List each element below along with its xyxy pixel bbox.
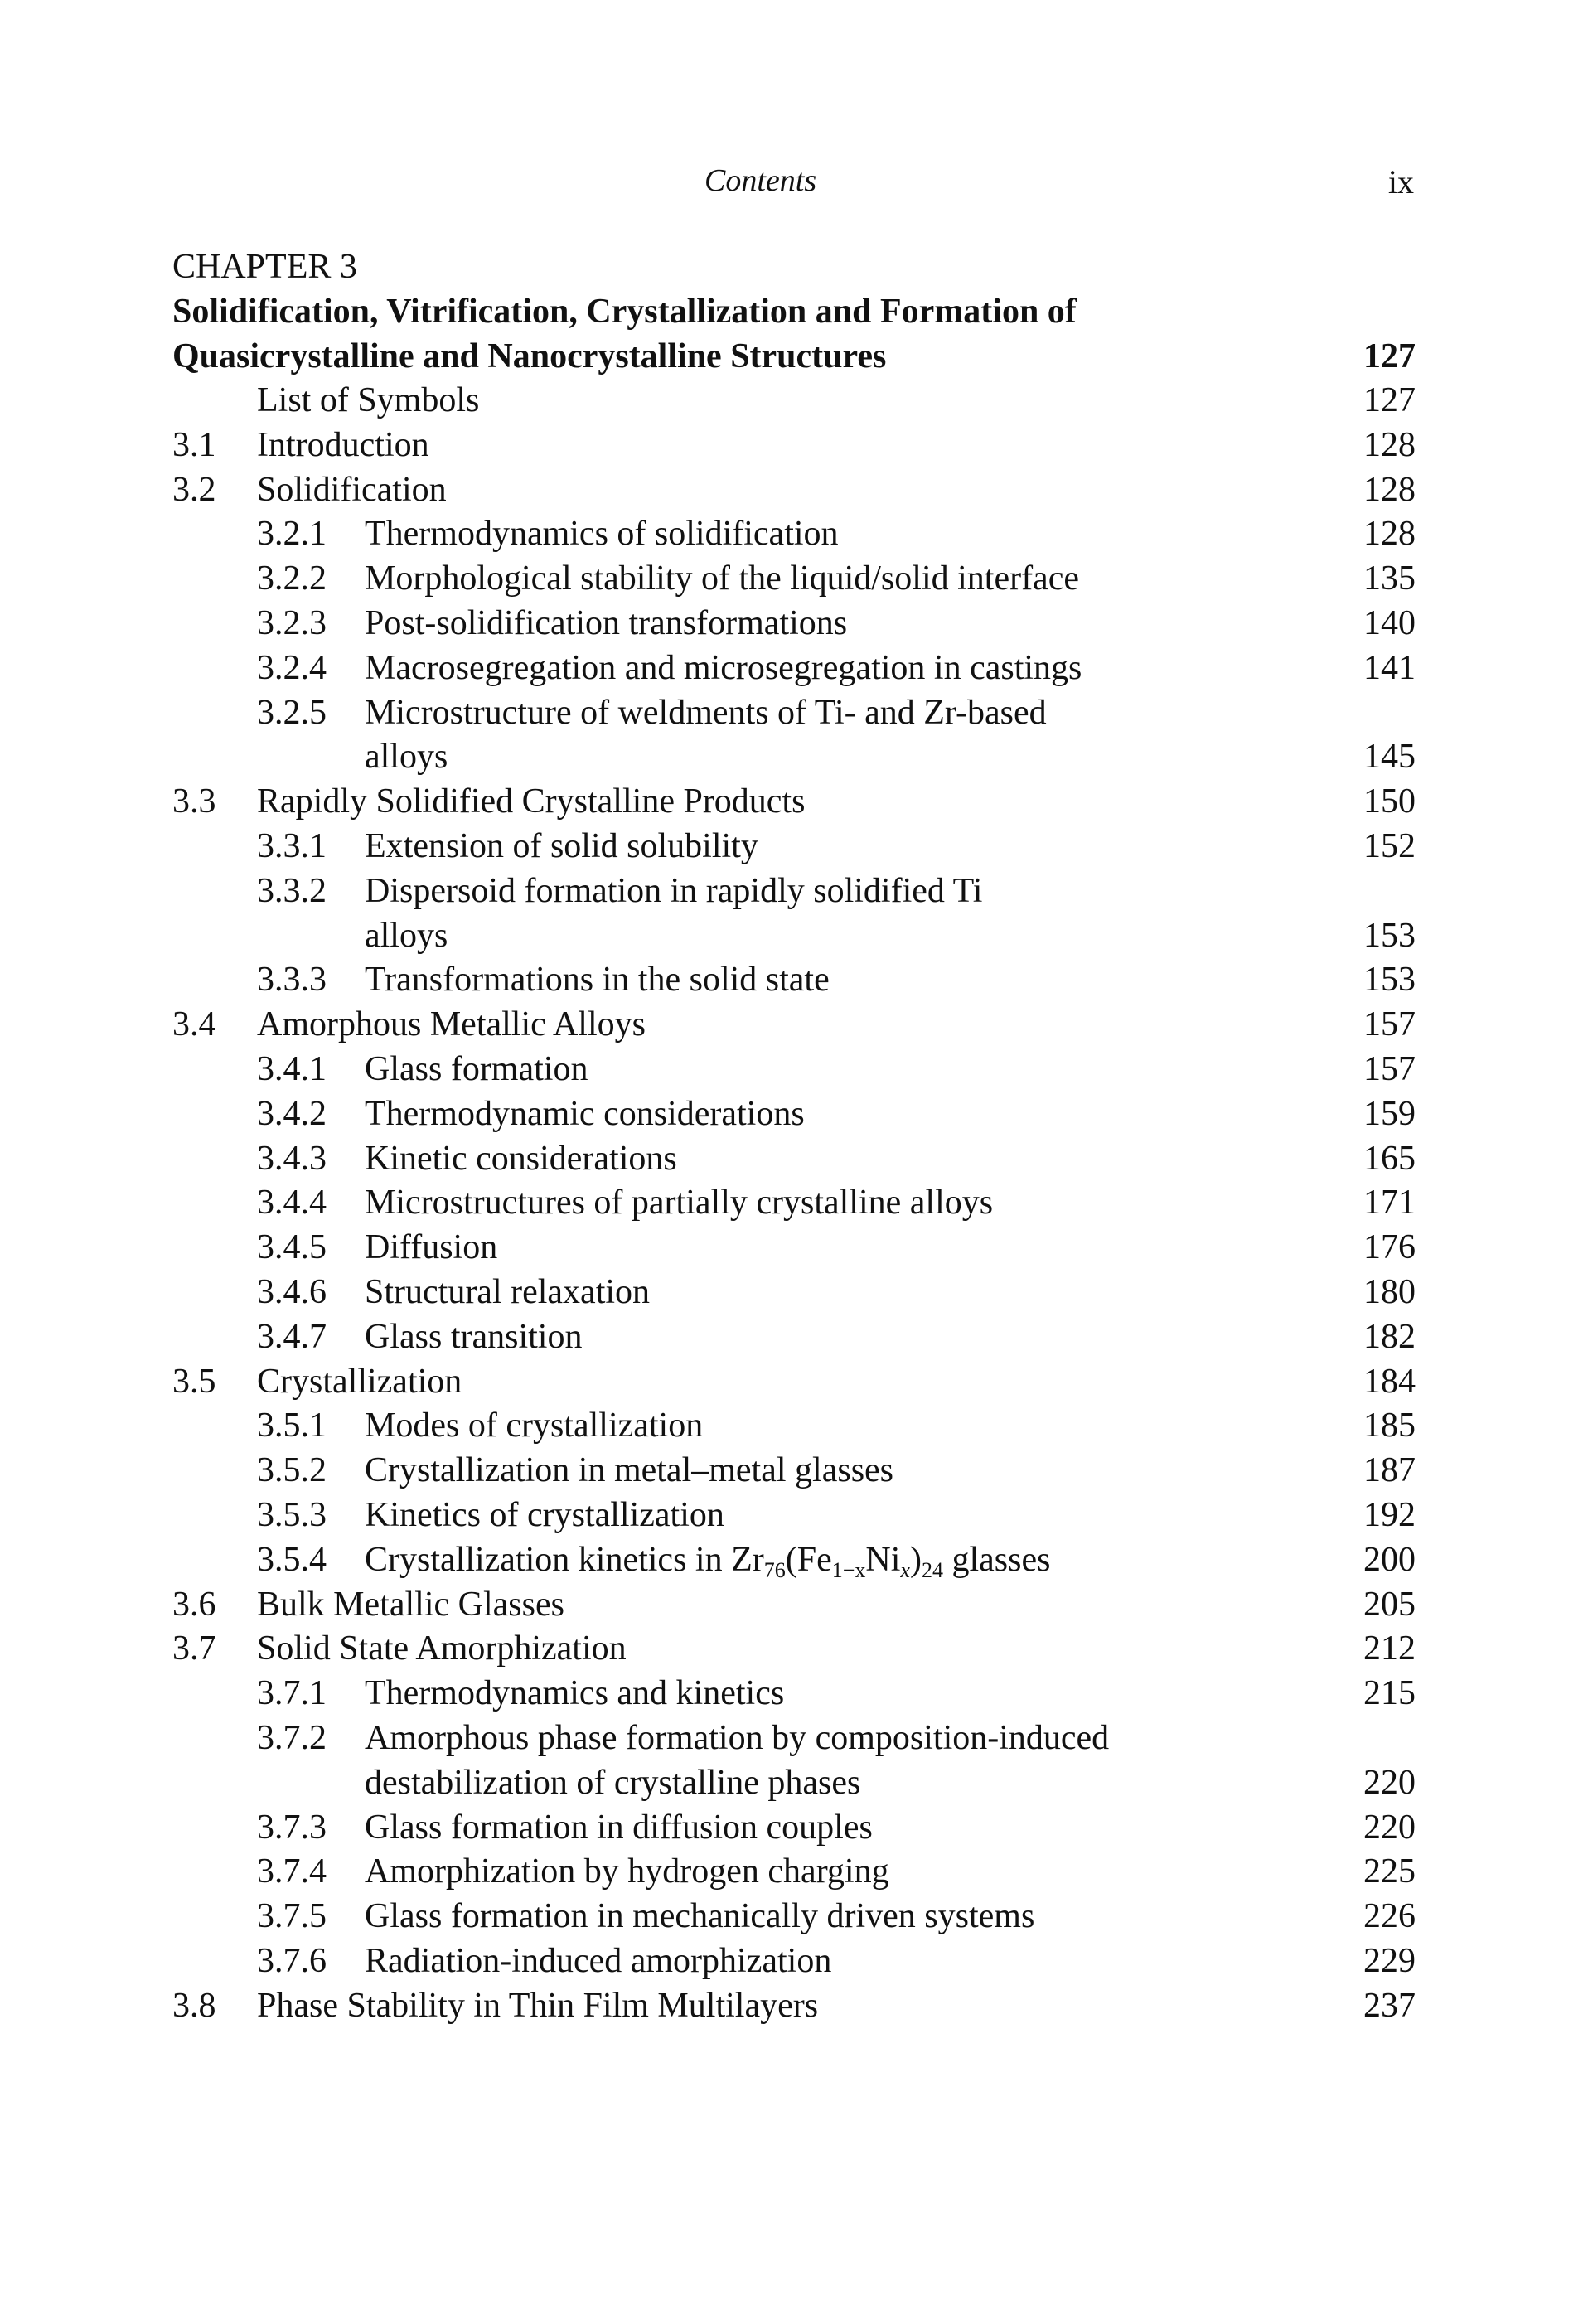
toc-section-title: Solidification (257, 470, 447, 509)
table-of-contents (172, 245, 1416, 2028)
chapter-label: CHAPTER 3 (172, 248, 357, 286)
toc-subsection-title: Microstructure of weldments of Ti- and Zr-based (365, 693, 1047, 732)
toc-section-title: Introduction (257, 425, 429, 464)
formula-subscript: 24 (921, 1557, 943, 1582)
toc-subsection-number: 3.7.3 (257, 1808, 327, 1847)
toc-entry-page: 127 (1363, 381, 1416, 419)
formula-text: Crystallization kinetics in Zr (365, 1540, 764, 1579)
formula-text: ) (909, 1540, 922, 1579)
toc-subsection-number: 3.3.2 (257, 871, 327, 910)
toc-subsection[interactable] (172, 1092, 1416, 1137)
toc-subsection-title: Post-solidification transformations (365, 603, 848, 642)
toc-subsection-page: 176 (1363, 1228, 1416, 1267)
toc-subsection[interactable] (172, 825, 1416, 869)
toc-subsection[interactable] (172, 512, 1416, 557)
toc-subsection-page: 200 (1363, 1540, 1416, 1579)
toc-subsection-page: 182 (1363, 1317, 1416, 1356)
toc-section-page: 205 (1363, 1585, 1416, 1624)
toc-subsection-number: 3.4.1 (257, 1049, 327, 1088)
chapter-title-text: Solidification, Vitrification, Crystallization and Formation of (172, 293, 1077, 331)
toc-section[interactable] (172, 780, 1416, 825)
toc-subsection-number: 3.4.4 (257, 1184, 327, 1223)
toc-subsection-title: Structural relaxation (365, 1272, 651, 1311)
toc-subsection-title-continued: destabilization of crystalline phases (365, 1763, 861, 1802)
toc-section-number: 3.5 (172, 1362, 216, 1401)
toc-subsection[interactable] (172, 602, 1416, 646)
toc-subsection-number: 3.4.7 (257, 1317, 327, 1356)
toc-subsection-title: Glass formation in diffusion couples (365, 1808, 873, 1847)
toc-subsection[interactable] (172, 1895, 1416, 1939)
running-title: Contents (704, 163, 817, 198)
toc-subsection-number: 3.2.1 (257, 515, 327, 554)
toc-subsection[interactable] (172, 1806, 1416, 1851)
toc-subsection-title: Thermodynamics of solidification (365, 515, 839, 554)
toc-section-page: 128 (1363, 470, 1416, 509)
toc-section[interactable] (172, 468, 1416, 513)
formula-subscript-text: 1−x (831, 1557, 866, 1582)
toc-subsection[interactable] (172, 1315, 1416, 1360)
toc-subsection-title: Glass transition (365, 1317, 583, 1356)
toc-subsection[interactable] (172, 1048, 1416, 1092)
toc-subsection-page: 220 (1363, 1808, 1416, 1847)
toc-subsection[interactable] (172, 1404, 1416, 1449)
toc-subsection-title: Crystallization in metal–metal glasses (365, 1451, 894, 1490)
chapter-title-page: 127 (1363, 337, 1416, 375)
toc-entry[interactable] (172, 379, 1416, 424)
toc-subsection-title-continued: alloys (365, 916, 448, 955)
chapter-title-line-1 (172, 289, 1416, 334)
toc-subsection-page: 220 (1363, 1763, 1416, 1802)
toc-section-title: Phase Stability in Thin Film Multilayers (257, 1986, 819, 2025)
toc-subsection-number: 3.7.2 (257, 1718, 327, 1757)
toc-subsection-title: Thermodynamics and kinetics (365, 1674, 785, 1713)
toc-subsection-title: Thermodynamic considerations (365, 1094, 805, 1133)
toc-subsection-number: 3.2.3 (257, 603, 327, 642)
toc-subsection-page: 225 (1363, 1852, 1416, 1891)
toc-subsection-page: 185 (1363, 1407, 1416, 1445)
toc-subsection-title: Amorphous phase formation by composition-induced (365, 1718, 1110, 1757)
toc-section-title: Amorphous Metallic Alloys (257, 1005, 646, 1044)
formula-text: (Fe (785, 1540, 832, 1579)
toc-subsection-page: 152 (1363, 826, 1416, 865)
toc-subsection[interactable] (172, 646, 1416, 691)
toc-subsection[interactable] (172, 869, 1416, 914)
toc-subsection-continuation[interactable] (172, 735, 1416, 780)
toc-subsection[interactable] (172, 1449, 1416, 1494)
toc-section-page: 237 (1363, 1986, 1416, 2025)
toc-subsection-title: Macrosegregation and microsegregation in castings (365, 648, 1082, 687)
toc-subsection-page: 140 (1363, 603, 1416, 642)
toc-subsection[interactable] (172, 958, 1416, 1003)
toc-subsection-continuation[interactable] (172, 914, 1416, 959)
toc-subsection-title: Modes of crystallization (365, 1407, 704, 1445)
toc-subsection-page: 192 (1363, 1495, 1416, 1534)
toc-subsection[interactable] (172, 1494, 1416, 1538)
toc-section[interactable] (172, 1984, 1416, 2029)
toc-subsection[interactable] (172, 557, 1416, 602)
toc-subsection-title: Kinetics of crystallization (365, 1495, 724, 1534)
toc-subsection-title (365, 1538, 1050, 1583)
chapter-title-text: Quasicrystalline and Nanocrystalline Structures (172, 337, 887, 375)
page-number: ix (1387, 163, 1414, 201)
toc-subsection-title: Diffusion (365, 1228, 498, 1267)
toc-subsection-title: Microstructures of partially crystalline alloys (365, 1184, 994, 1223)
toc-subsection-number: 3.4.6 (257, 1272, 327, 1311)
toc-section-number: 3.1 (172, 425, 216, 464)
toc-subsection-number: 3.5.4 (257, 1540, 327, 1579)
toc-section-page: 157 (1363, 1005, 1416, 1044)
toc-subsection-number: 3.2.4 (257, 648, 327, 687)
toc-subsection-page: 153 (1363, 961, 1416, 1000)
toc-subsection[interactable] (172, 1538, 1416, 1583)
toc-subsection-page: 159 (1363, 1094, 1416, 1133)
toc-subsection-page: 128 (1363, 515, 1416, 554)
toc-section-page: 184 (1363, 1362, 1416, 1401)
toc-subsection-number: 3.3.3 (257, 961, 327, 1000)
toc-subsection[interactable] (172, 1850, 1416, 1895)
toc-section-number: 3.2 (172, 470, 216, 509)
toc-section[interactable] (172, 1627, 1416, 1672)
toc-section-title: Crystallization (257, 1362, 462, 1401)
toc-subsection[interactable] (172, 1137, 1416, 1182)
formula-subscript: 76 (763, 1557, 786, 1582)
toc-subsection[interactable] (172, 1672, 1416, 1716)
toc-subsection-number: 3.7.4 (257, 1852, 327, 1891)
toc-subsection-number: 3.4.5 (257, 1228, 327, 1267)
toc-subsection-number: 3.7.6 (257, 1941, 327, 1980)
formula-subscript (832, 1558, 866, 1582)
toc-section-number: 3.4 (172, 1005, 216, 1044)
toc-subsection-number: 3.4.3 (257, 1139, 327, 1178)
chapter-title-line-2 (172, 334, 1416, 379)
toc-subsection-number: 3.2.2 (257, 559, 327, 598)
toc-subsection-page: 165 (1363, 1139, 1416, 1178)
toc-section-title: Rapidly Solidified Crystalline Products (257, 782, 806, 821)
toc-section-number: 3.3 (172, 782, 216, 821)
toc-subsection-title: Glass formation (365, 1049, 588, 1088)
toc-section[interactable] (172, 1583, 1416, 1628)
toc-subsection-number: 3.3.1 (257, 826, 327, 865)
toc-section-page: 150 (1363, 782, 1416, 821)
toc-subsection-page: 226 (1363, 1897, 1416, 1936)
toc-subsection-page: 135 (1363, 559, 1416, 598)
toc-section-title: Bulk Metallic Glasses (257, 1585, 564, 1624)
toc-subsection[interactable] (172, 1181, 1416, 1226)
toc-entry-title: List of Symbols (257, 381, 480, 419)
toc-section[interactable] (172, 424, 1416, 468)
toc-subsection-title: Morphological stability of the liquid/solid interface (365, 559, 1079, 598)
toc-subsection[interactable] (172, 1939, 1416, 1984)
toc-subsection-title: Dispersoid formation in rapidly solidified Ti (365, 871, 983, 910)
toc-subsection-number: 3.4.2 (257, 1094, 327, 1133)
toc-subsection-title: Transformations in the solid state (365, 961, 830, 1000)
toc-subsection-number: 3.7.1 (257, 1674, 327, 1713)
toc-subsection-page: 215 (1363, 1674, 1416, 1713)
toc-subsection-page: 229 (1363, 1941, 1416, 1980)
toc-subsection-title: Extension of solid solubility (365, 826, 758, 865)
toc-subsection-page: 141 (1363, 648, 1416, 687)
toc-subsection-number: 3.2.5 (257, 693, 327, 732)
toc-section-title: Solid State Amorphization (257, 1629, 627, 1668)
toc-subsection-number: 3.5.3 (257, 1495, 327, 1534)
toc-subsection-page: 171 (1363, 1184, 1416, 1223)
toc-subsection-page: 180 (1363, 1272, 1416, 1311)
formula-subscript (900, 1558, 910, 1582)
toc-subsection-title-continued: alloys (365, 738, 448, 777)
toc-subsection[interactable] (172, 1226, 1416, 1271)
toc-section-number: 3.8 (172, 1986, 216, 2025)
toc-subsection-page: 157 (1363, 1049, 1416, 1088)
toc-section-page: 128 (1363, 425, 1416, 464)
toc-subsection-continuation[interactable] (172, 1761, 1416, 1806)
toc-subsection-number: 3.5.1 (257, 1407, 327, 1445)
toc-section-number: 3.7 (172, 1629, 216, 1668)
toc-subsection-title: Kinetic considerations (365, 1139, 677, 1178)
toc-section[interactable] (172, 1360, 1416, 1405)
toc-section[interactable] (172, 1003, 1416, 1048)
toc-subsection-title: Glass formation in mechanically driven systems (365, 1897, 1035, 1936)
formula-text: Ni (865, 1540, 901, 1579)
toc-subsection-title: Radiation-induced amorphization (365, 1941, 832, 1980)
toc-subsection-number: 3.5.2 (257, 1451, 327, 1490)
toc-subsection[interactable] (172, 1716, 1416, 1761)
toc-subsection-page: 145 (1363, 738, 1416, 777)
toc-subsection-page: 187 (1363, 1451, 1416, 1490)
toc-subsection-page: 153 (1363, 916, 1416, 955)
toc-subsection-number: 3.7.5 (257, 1897, 327, 1936)
toc-subsection-title: Amorphization by hydrogen charging (365, 1852, 889, 1891)
toc-subsection[interactable] (172, 691, 1416, 736)
toc-section-page: 212 (1363, 1629, 1416, 1668)
toc-subsection[interactable] (172, 1271, 1416, 1315)
running-head (0, 162, 1588, 212)
toc-section-number: 3.6 (172, 1585, 216, 1624)
formula-text: glasses (942, 1540, 1051, 1579)
formula-subscript-italic: x (900, 1557, 910, 1582)
